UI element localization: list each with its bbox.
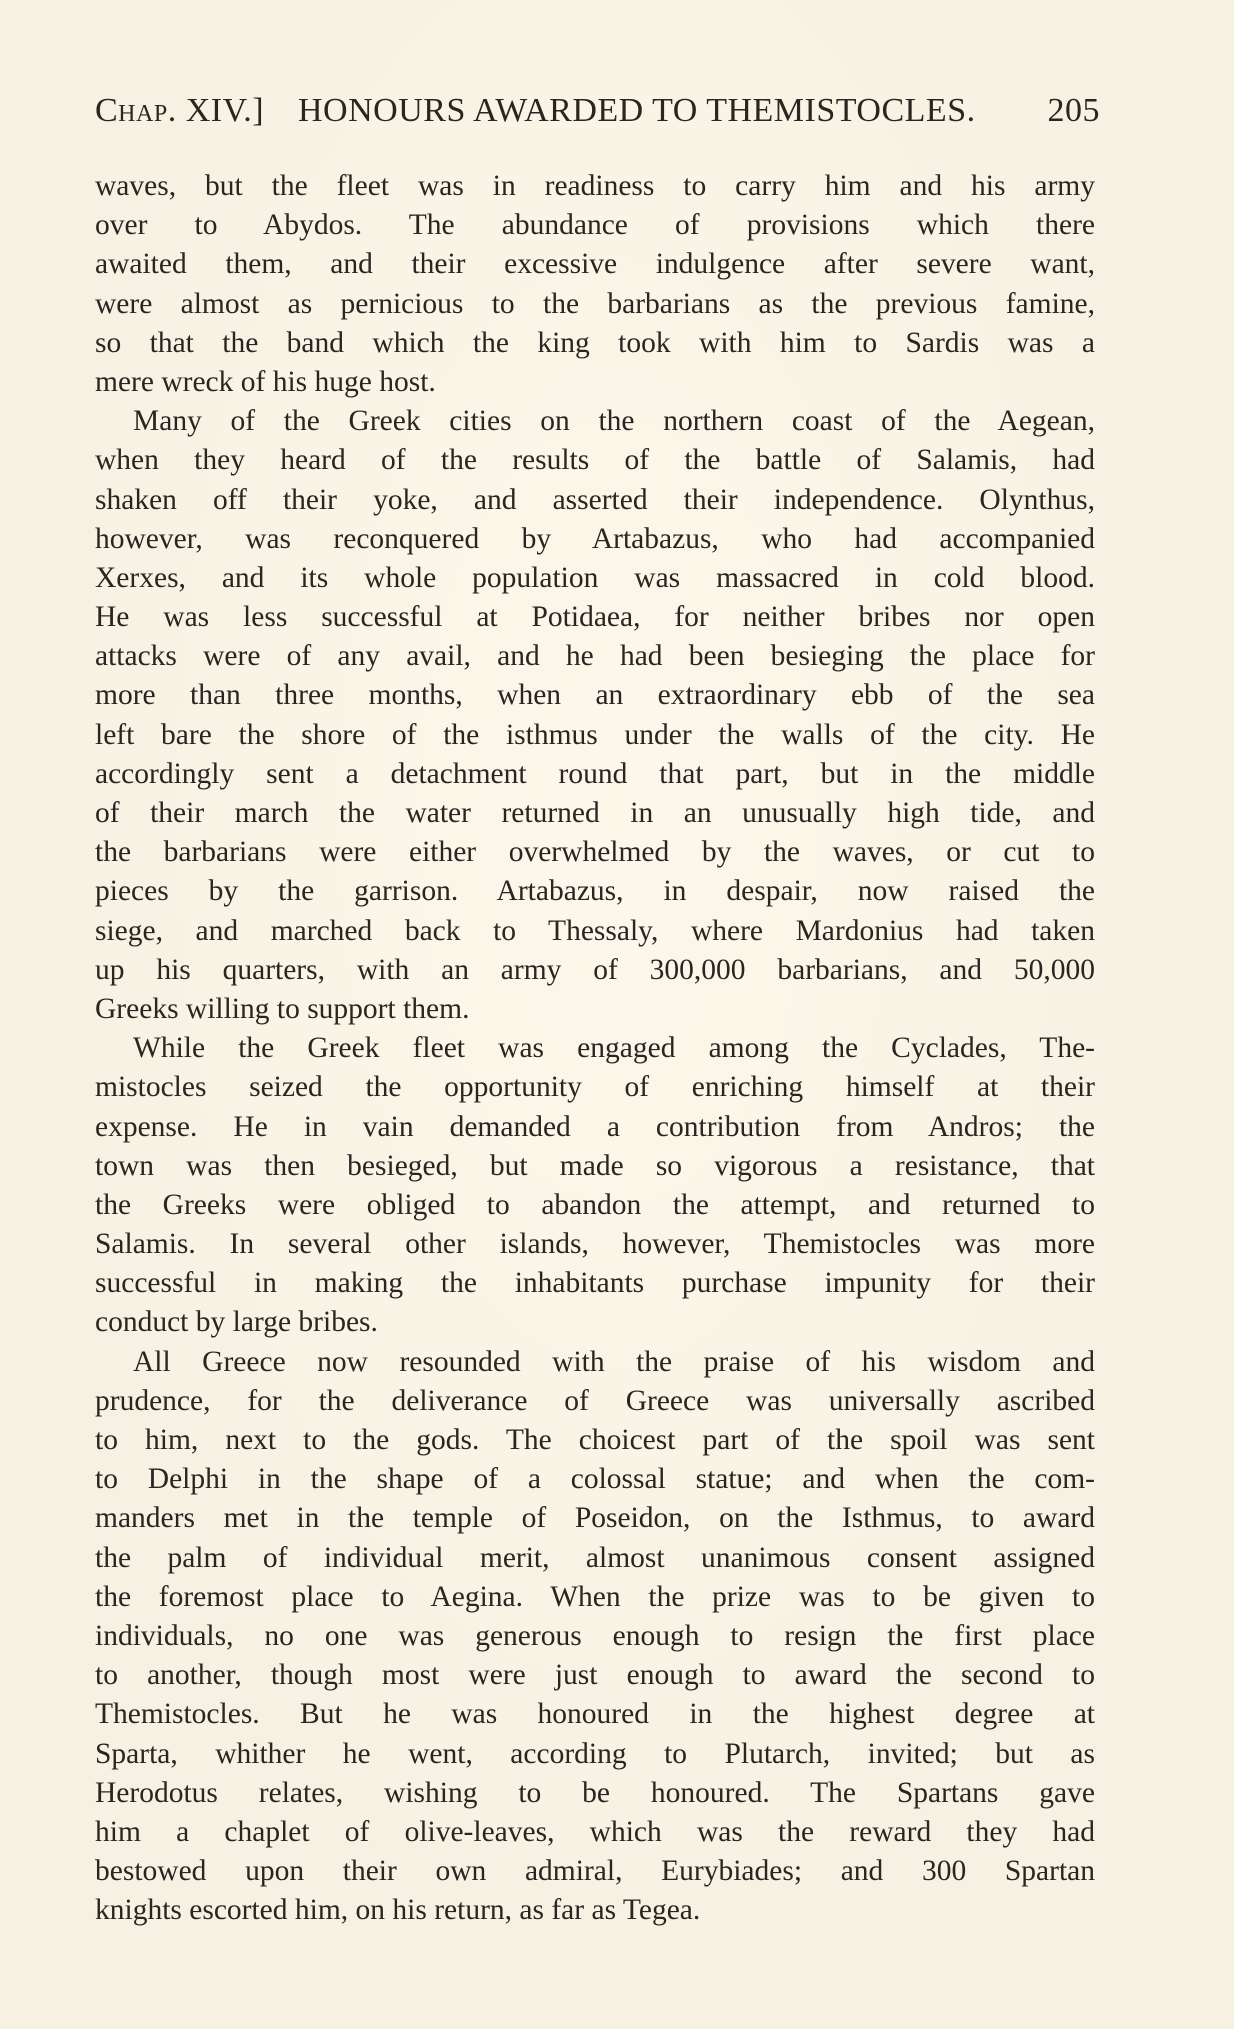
text-line: left bare the shore of the isthmus under the walls of the city. He <box>95 718 1095 751</box>
text-line: conduct by large bribes. <box>95 1306 378 1339</box>
text-line: successful in making the inhabitants purchase impunity for their <box>95 1267 1095 1300</box>
chapter-label: Chap. XIV.] <box>95 92 265 129</box>
text-line: Sparta, whither he went, according to Plutarch, invited; but as <box>95 1737 1095 1770</box>
text-line: All Greece now resounded with the praise of his wisdom and <box>133 1345 1095 1378</box>
text-line: Themistocles. But he was honoured in the highest degree at <box>95 1698 1095 1731</box>
text-line: pieces by the garrison. Artabazus, in despair, now raised the <box>95 875 1095 908</box>
text-line: mistocles seized the opportunity of enriching himself at their <box>95 1071 1095 1104</box>
text-line: shaken off their yoke, and asserted their independence. Olynthus, <box>95 483 1095 516</box>
text-line: mere wreck of his huge host. <box>95 365 436 398</box>
text-line: were almost as pernicious to the barbarians as the previous famine, <box>95 287 1095 320</box>
text-line: up his quarters, with an army of 300,000 barbarians, and 50,000 <box>95 953 1095 986</box>
text-line: to him, next to the gods. The choicest part of the spoil was sent <box>95 1424 1095 1456</box>
text-line: the Greeks were obliged to abandon the attempt, and returned to <box>95 1188 1095 1221</box>
running-title: HONOURS AWARDED TO THEMISTOCLES. <box>298 92 976 129</box>
text-line: Salamis. In several other islands, however, Themistocles was more <box>95 1228 1095 1261</box>
text-line: Greeks willing to support them. <box>95 992 470 1025</box>
body-text <box>95 167 1095 1930</box>
text-line: He was less successful at Potidaea, for neither bribes nor open <box>95 601 1095 634</box>
text-line: bestowed upon their own admiral, Eurybiades; and 300 Spartan <box>95 1855 1095 1888</box>
running-head <box>95 92 1100 142</box>
text-line: expense. He in vain demanded a contribution from Andros; the <box>95 1110 1095 1143</box>
text-line: While the Greek fleet was engaged among the Cyclades, The- <box>133 1032 1095 1065</box>
text-line: however, was reconquered by Artabazus, who had accompanied <box>95 522 1095 555</box>
page-number: 205 <box>1047 92 1100 129</box>
text-line: of their march the water returned in an unusually high tide, and <box>95 797 1095 829</box>
text-line: the palm of individual merit, almost unanimous consent assigned <box>95 1541 1095 1574</box>
text-line: town was then besieged, but made so vigorous a resistance, that <box>95 1149 1095 1182</box>
text-line: siege, and marched back to Thessaly, where Mardonius had taken <box>95 914 1095 947</box>
text-line: individuals, no one was generous enough to resign the first place <box>95 1619 1095 1652</box>
text-line: the barbarians were either overwhelmed by the waves, or cut to <box>95 836 1095 869</box>
text-line: to Delphi in the shape of a colossal statue; and when the com- <box>95 1463 1095 1496</box>
text-line: Herodotus relates, wishing to be honoured. The Spartans gave <box>95 1776 1095 1809</box>
text-line: accordingly sent a detachment round that part, but in the middle <box>95 757 1095 790</box>
text-line: awaited them, and their excessive indulgence after severe want, <box>95 248 1095 281</box>
text-line: knights escorted him, on his return, as far as Tegea. <box>95 1894 701 1927</box>
text-line: to another, though most were just enough to award the second to <box>95 1659 1095 1692</box>
text-line: so that the band which the king took with him to Sardis was a <box>95 326 1095 359</box>
text-line: manders met in the temple of Poseidon, on the Isthmus, to award <box>95 1502 1095 1535</box>
text-line: waves, but the fleet was in readiness to carry him and his army <box>95 170 1095 202</box>
text-line: him a chaplet of olive-leaves, which was the reward they had <box>95 1815 1095 1848</box>
text-line: attacks were of any avail, and he had been besieging the place for <box>95 640 1095 673</box>
text-line: over to Abydos. The abundance of provisions which there <box>95 209 1095 242</box>
text-line: prudence, for the deliverance of Greece was universally ascribed <box>95 1384 1095 1417</box>
text-line: the foremost place to Aegina. When the prize was to be given to <box>95 1580 1095 1613</box>
text-line: Xerxes, and its whole population was massacred in cold blood. <box>95 561 1095 594</box>
text-line: Many of the Greek cities on the northern coast of the Aegean, <box>133 405 1095 438</box>
text-line: more than three months, when an extraordinary ebb of the sea <box>95 679 1095 712</box>
text-line: when they heard of the results of the battle of Salamis, had <box>95 444 1095 477</box>
